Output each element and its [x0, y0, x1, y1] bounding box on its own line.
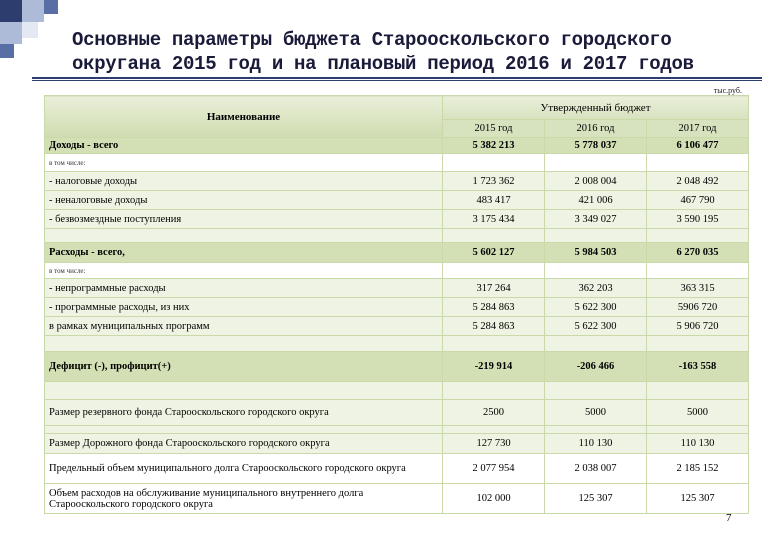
page-number: 7: [726, 512, 732, 524]
row-label: в рамках муниципальных программ: [45, 317, 443, 336]
cell-value: 5906 720: [647, 298, 749, 317]
table-row-spacer: [45, 426, 749, 434]
cell-value: 5000: [647, 400, 749, 426]
row-label: - программные расходы, из них: [45, 298, 443, 317]
table-row-income-total: [45, 138, 749, 154]
cell-value: 2 038 007: [545, 454, 647, 484]
table-row-spacer: [45, 229, 749, 243]
row-label: Доходы - всего: [45, 138, 443, 154]
table-row: [45, 279, 749, 298]
table-row-spacer: [45, 382, 749, 400]
cell-value: 5 622 300: [545, 317, 647, 336]
cell-value: 3 175 434: [443, 210, 545, 229]
row-label: - налоговые доходы: [45, 172, 443, 191]
table-row: [45, 400, 749, 426]
cell-value: 2500: [443, 400, 545, 426]
cell-value: 6 106 477: [647, 138, 749, 154]
table-row: [45, 454, 749, 484]
cell-value: 127 730: [443, 434, 545, 454]
cell-value: 5 284 863: [443, 298, 545, 317]
title-line-1: Основные параметры бюджета Старооскольского городского: [72, 29, 672, 51]
table-row: [45, 317, 749, 336]
cell-value: 5 602 127: [443, 243, 545, 263]
cell-value: 125 307: [647, 484, 749, 514]
cell-value: 110 130: [545, 434, 647, 454]
table-row: [45, 210, 749, 229]
cell-value: 5 906 720: [647, 317, 749, 336]
cell-value: 2 008 004: [545, 172, 647, 191]
cell-value: -206 466: [545, 352, 647, 382]
table-row: [45, 484, 749, 514]
table-row-spacer: [45, 336, 749, 352]
table-row-expense-total: [45, 243, 749, 263]
page-title: [72, 28, 772, 76]
cell-value: 3 590 195: [647, 210, 749, 229]
table-row: [45, 298, 749, 317]
row-label: Дефицит (-), профицит(+): [45, 352, 443, 382]
cell-value: 467 790: [647, 191, 749, 210]
row-label: Расходы - всего,: [45, 243, 443, 263]
cell-value: 5 984 503: [545, 243, 647, 263]
cell-value: 2 077 954: [443, 454, 545, 484]
title-rule: [32, 77, 762, 79]
row-label: - непрограммные расходы: [45, 279, 443, 298]
header-year: 2017 год: [647, 120, 749, 138]
header-budget: Утвержденный бюджет: [443, 96, 749, 120]
cell-value: 110 130: [647, 434, 749, 454]
cell-value: 5 622 300: [545, 298, 647, 317]
table-row: [45, 191, 749, 210]
cell-value: 317 264: [443, 279, 545, 298]
cell-value: 6 270 035: [647, 243, 749, 263]
table-row-deficit: [45, 352, 749, 382]
row-label: - безвозмездные поступления: [45, 210, 443, 229]
table-row: [45, 172, 749, 191]
cell-value: 5 382 213: [443, 138, 545, 154]
row-label: Предельный объем муниципального долга Старооскольского городского округа: [45, 454, 443, 484]
cell-value: 483 417: [443, 191, 545, 210]
cell-value: -163 558: [647, 352, 749, 382]
title-rule-thin: [32, 80, 762, 81]
cell-value: 102 000: [443, 484, 545, 514]
cell-value: 2 048 492: [647, 172, 749, 191]
header-name: Наименование: [45, 96, 443, 138]
note-label: в том числе:: [45, 154, 443, 172]
title-line-2: округана 2015 год и на плановый период 2016 и 2017 годов: [72, 53, 694, 75]
row-label: - неналоговые доходы: [45, 191, 443, 210]
note-label: в том числе:: [45, 263, 443, 279]
cell-value: 363 315: [647, 279, 749, 298]
cell-value: 2 185 152: [647, 454, 749, 484]
cell-value: 362 203: [545, 279, 647, 298]
cell-value: 421 006: [545, 191, 647, 210]
cell-value: 5000: [545, 400, 647, 426]
row-label: Размер Дорожного фонда Старооскольского городского округа: [45, 434, 443, 454]
table-row-note: [45, 263, 749, 279]
header-year: 2016 год: [545, 120, 647, 138]
table-row-note: [45, 154, 749, 172]
row-label: Размер резервного фонда Старооскольского городского округа: [45, 400, 443, 426]
cell-value: 125 307: [545, 484, 647, 514]
row-label: Объем расходов на обслуживание муниципального внутреннего долга Старооскольского городского округа: [45, 484, 443, 514]
cell-value: 3 349 027: [545, 210, 647, 229]
cell-value: -219 914: [443, 352, 545, 382]
cell-value: 5 778 037: [545, 138, 647, 154]
cell-value: 5 284 863: [443, 317, 545, 336]
table-row: [45, 434, 749, 454]
cell-value: 1 723 362: [443, 172, 545, 191]
unit-label: тыс.руб.: [713, 86, 742, 95]
budget-table: [44, 95, 749, 514]
header-year: 2015 год: [443, 120, 545, 138]
